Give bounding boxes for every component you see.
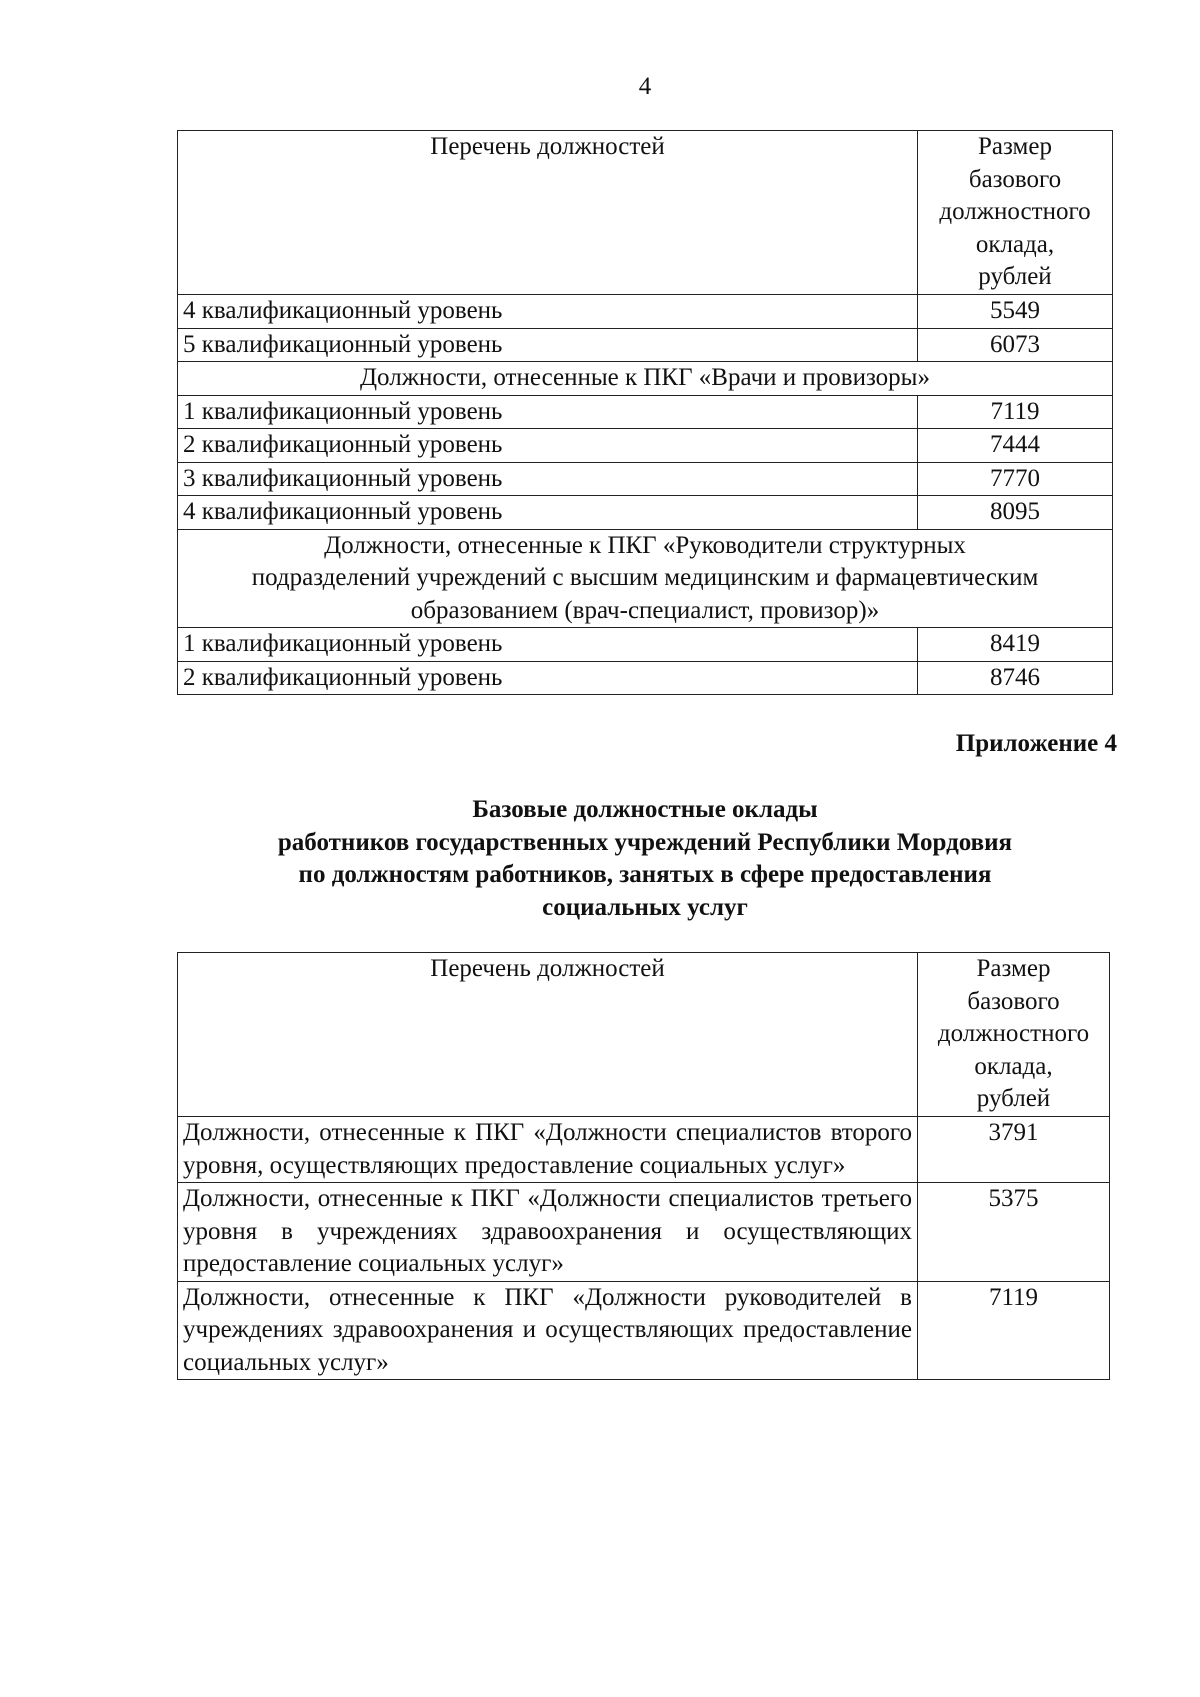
table-row — [178, 395, 1113, 429]
header-line: рублей — [978, 263, 1052, 290]
salary-table-1 — [177, 130, 1113, 695]
table-row — [178, 429, 1113, 463]
amount-column-header — [918, 953, 1110, 1117]
salary-amount: 8746 — [918, 661, 1113, 695]
table-row — [178, 661, 1113, 695]
title-line: Базовые должностные оклады — [472, 796, 818, 823]
salary-amount: 6073 — [918, 328, 1113, 362]
table-header-row — [178, 953, 1110, 1117]
title-line: по должностям работников, занятых в сфере предоставления — [298, 861, 992, 888]
header-line: оклада, — [975, 230, 1055, 258]
position-name: 4 квалификационный уровень — [178, 496, 918, 530]
position-name: 1 квалификационный уровень — [178, 628, 918, 662]
header-line: должностного — [937, 1020, 1090, 1047]
header-line: оклада, — [974, 1052, 1053, 1080]
salary-amount: 5549 — [918, 295, 1113, 329]
group-row — [178, 362, 1113, 396]
page-number: 4 — [638, 73, 652, 100]
title-line: социальных услуг — [542, 893, 748, 921]
table-row — [178, 295, 1113, 329]
position-name: 2 квалификационный уровень — [178, 661, 918, 695]
position-name: Должности, отнесенные к ПКГ «Должности руководителей в учреждениях здравоохранения и осуществляющих предоставление социальных услуг» — [178, 1281, 918, 1380]
title-line: работников государственных учреждений Республики Мордовия — [277, 828, 1013, 856]
group-heading-line: подразделений учреждений с высшим медицинским и фармацевтическим — [251, 564, 1039, 591]
amount-column-header — [918, 131, 1113, 295]
document-title — [0, 794, 1200, 924]
salary-amount: 7119 — [918, 395, 1113, 429]
positions-column-header: Перечень должностей — [178, 953, 918, 1117]
position-name: Должности, отнесенные к ПКГ «Должности специалистов третьего уровня в учреждениях здравоохранения и осуществляющих предоставление социальных услуг» — [178, 1183, 918, 1282]
positions-column-header: Перечень должностей — [178, 131, 918, 295]
salary-amount: 7444 — [918, 429, 1113, 463]
position-name: 4 квалификационный уровень — [178, 295, 918, 329]
salary-amount: 7770 — [918, 462, 1113, 496]
group-heading — [178, 362, 1113, 396]
table-row — [178, 462, 1113, 496]
position-name: 3 квалификационный уровень — [178, 462, 918, 496]
group-heading-line: образованием (врач-специалист, провизор)» — [410, 596, 880, 624]
table-row — [178, 496, 1113, 530]
salary-amount: 8095 — [918, 496, 1113, 530]
table-row — [178, 1117, 1110, 1183]
salary-amount: 5375 — [918, 1183, 1110, 1282]
position-name: 1 квалификационный уровень — [178, 395, 918, 429]
table-row — [178, 1281, 1110, 1380]
header-line: Размер — [978, 133, 1052, 160]
group-heading-line: Должности, отнесенные к ПКГ «Руководители структурных — [324, 531, 966, 559]
table-header-row — [178, 131, 1113, 295]
salary-table-2 — [177, 952, 1110, 1380]
table-row — [178, 628, 1113, 662]
salary-amount: 3791 — [918, 1117, 1110, 1183]
header-line: базового — [968, 165, 1062, 193]
position-name: 5 квалификационный уровень — [178, 328, 918, 362]
appendix-label: Приложение 4 — [955, 730, 1117, 757]
salary-amount: 7119 — [918, 1281, 1110, 1380]
group-heading — [178, 529, 1113, 628]
table-row — [178, 1183, 1110, 1282]
header-line: рублей — [976, 1085, 1051, 1112]
table-row — [178, 328, 1113, 362]
salary-amount: 8419 — [918, 628, 1113, 662]
header-line: должностного — [939, 198, 1091, 225]
group-row — [178, 529, 1113, 628]
position-name: 2 квалификационный уровень — [178, 429, 918, 463]
group-heading-line: Должности, отнесенные к ПКГ «Врачи и провизоры» — [360, 364, 930, 391]
position-name: Должности, отнесенные к ПКГ «Должности специалистов второго уровня, осуществляющих предоставление социальных услуг» — [178, 1117, 918, 1183]
header-line: Размер — [976, 955, 1051, 982]
header-line: базового — [967, 987, 1060, 1015]
